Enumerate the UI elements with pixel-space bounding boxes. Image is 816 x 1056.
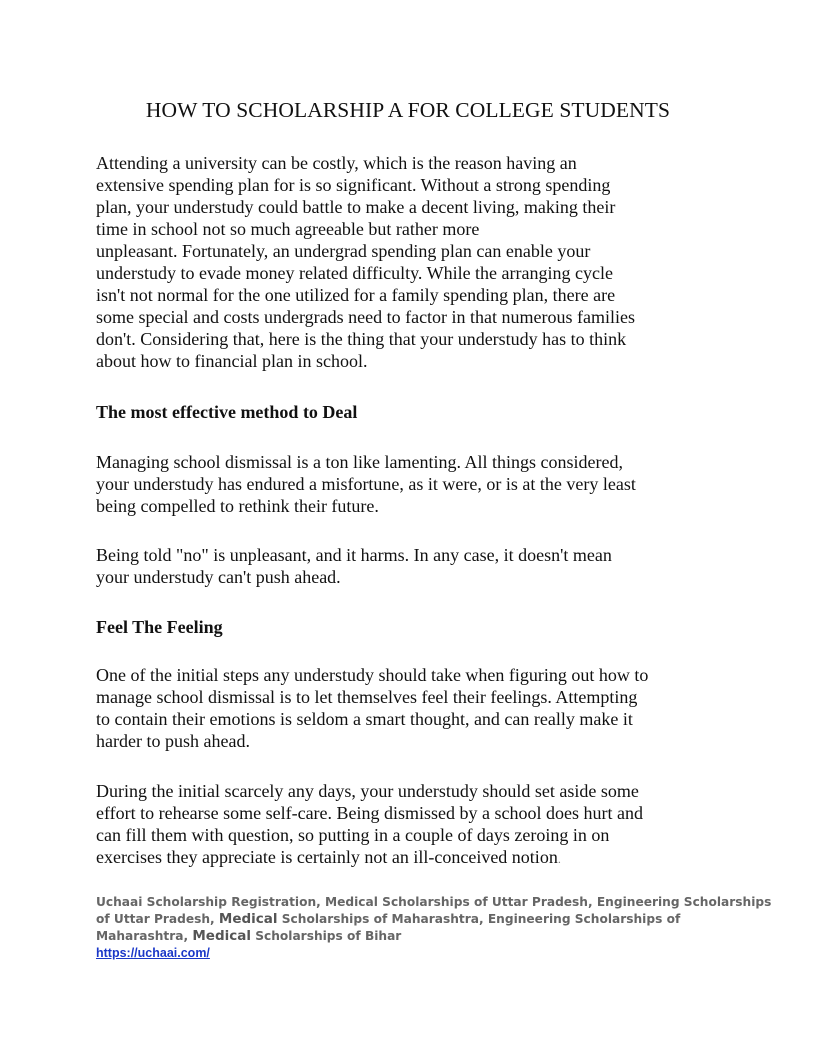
uchaai-link[interactable]: https://uchaai.com/ [96,946,210,960]
intro-paragraph [96,152,736,372]
paragraph-line: don't. Considering that, here is the thing that your understudy has to think [96,329,627,349]
paragraph-line: Attending a university can be costly, which is the reason having an [96,153,577,173]
paragraph-line-text: exercises they appreciate is certainly not an ill-conceived notion [96,847,558,867]
paragraph-line: understudy to evade money related difficulty. While the arranging cycle [96,263,613,283]
deal-paragraph-2 [96,544,736,588]
footer-link-line [96,945,736,962]
paragraph-line: some special and costs undergrads need to factor in that numerous families [96,307,636,327]
footer-line-2 [96,911,736,928]
feel-paragraph-2 [96,780,736,870]
footer-line-3 [96,928,736,945]
footer-text: Scholarships of Maharashtra, Engineering Scholarships of [277,912,681,926]
footer-emphasis: Medical [192,928,251,944]
paragraph-line: about how to financial plan in school. [96,351,368,371]
paragraph-line: During the initial scarcely any days, your understudy should set aside some [96,781,639,801]
paragraph-line: unpleasant. Fortunately, an undergrad spending plan can enable your [96,241,591,261]
paragraph-line [96,846,736,870]
paragraph-line: time in school not so much agreeable but rather more [96,219,480,239]
paragraph-line: can fill them with question, so putting in a couple of days zeroing in on [96,825,610,845]
footer-text: Scholarships of Bihar [250,929,402,943]
paragraph-line: isn't not normal for the one utilized for a family spending plan, there are [96,285,616,305]
paragraph-line: plan, your understudy could battle to make a decent living, making their [96,197,616,217]
feel-paragraph-1 [96,664,736,752]
section-heading-deal: The most effective method to Deal [96,402,358,422]
section-heading-feel: Feel The Feeling [96,617,223,637]
paragraph-line: your understudy can't push ahead. [96,567,341,587]
paragraph-line: Managing school dismissal is a ton like lamenting. All things considered, [96,452,623,472]
footer-keywords [96,894,772,962]
paragraph-line: One of the initial steps any understudy should take when figuring out how to [96,665,649,685]
paragraph-line: your understudy has endured a misfortune, as it were, or is at the very least [96,474,636,494]
deal-paragraph-1 [96,451,736,517]
footer-text: Maharashtra, [96,929,193,943]
paragraph-line: effort to rehearse some self-care. Being dismissed by a school does hurt and [96,803,644,823]
footer-text: of Uttar Pradesh, [96,912,219,926]
page-title: HOW TO SCHOLARSHIP A FOR COLLEGE STUDENTS [145,98,671,122]
paragraph-line: being compelled to rethink their future. [96,496,379,516]
paragraph-line: harder to push ahead. [96,731,250,751]
trailing-period: . [557,852,561,866]
footer-emphasis: Medical [218,911,278,927]
paragraph-line: extensive spending plan for is so significant. Without a strong spending [96,175,611,195]
paragraph-line: Being told "no" is unpleasant, and it harms. In any case, it doesn't mean [96,545,612,565]
paragraph-line: manage school dismissal is to let themselves feel their feelings. Attempting [96,687,638,707]
paragraph-line: to contain their emotions is seldom a smart thought, and can really make it [96,709,633,729]
footer-line-1: Uchaai Scholarship Registration, Medical Scholarships of Uttar Pradesh, Engineering Scholarships [96,895,772,909]
